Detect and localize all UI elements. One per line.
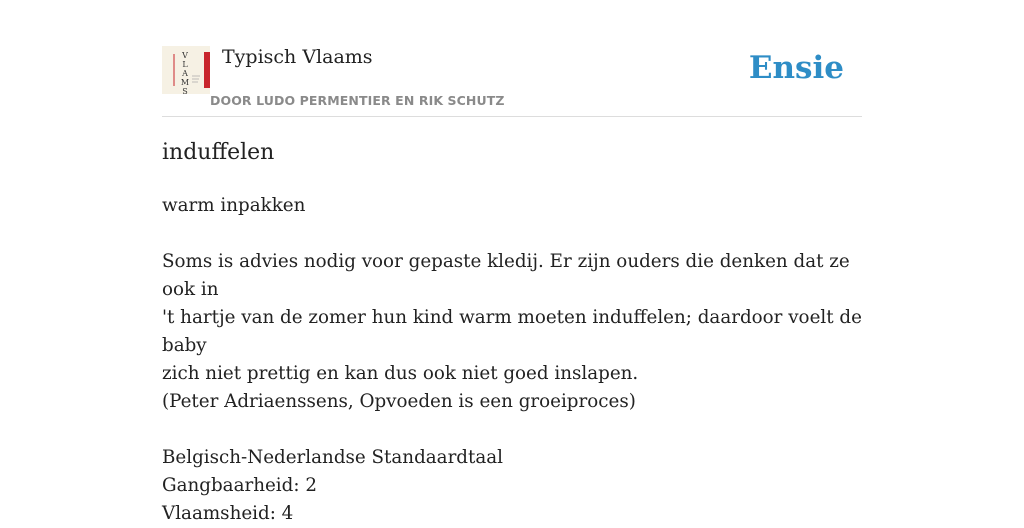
svg-text:S: S [182, 87, 188, 96]
svg-text:A: A [182, 69, 188, 78]
authors-byline: DOOR LUDO PERMENTIER EN RIK SCHUTZ [210, 93, 505, 108]
avatar[interactable] [162, 46, 210, 94]
spacer [162, 220, 862, 248]
vlaamsheid-score: Vlaamsheid: 4 [162, 503, 294, 524]
example-source: (Peter Adriaenssens, Opvoeden is een groeiproces) [162, 391, 636, 412]
example-line: 't hartje van de zomer hun kind warm moeten induffelen; daardoor voelt de baby [162, 307, 862, 356]
svg-text:V: V [182, 51, 188, 60]
book-cover-icon [162, 46, 210, 94]
example-line: Soms is advies nodig voor gepaste kledij. Er zijn ouders die denken dat ze ook in [162, 251, 850, 300]
site-title[interactable]: Typisch Vlaams [222, 46, 373, 68]
example-line: zich niet prettig en kan dus ook niet goed inslapen. [162, 363, 639, 384]
register-label: Belgisch-Nederlandse Standaardtaal [162, 447, 504, 468]
gangbaarheid-score: Gangbaarheid: 2 [162, 475, 317, 496]
ensie-logo-link[interactable]: Ensie [748, 50, 844, 86]
entry-definition: warm inpakken [162, 195, 306, 216]
svg-text:M: M [180, 78, 190, 87]
entry-term: induffelen [162, 140, 275, 165]
entry-content [162, 192, 862, 528]
spacer [162, 416, 862, 444]
header [162, 36, 862, 117]
svg-text:L: L [182, 60, 188, 69]
